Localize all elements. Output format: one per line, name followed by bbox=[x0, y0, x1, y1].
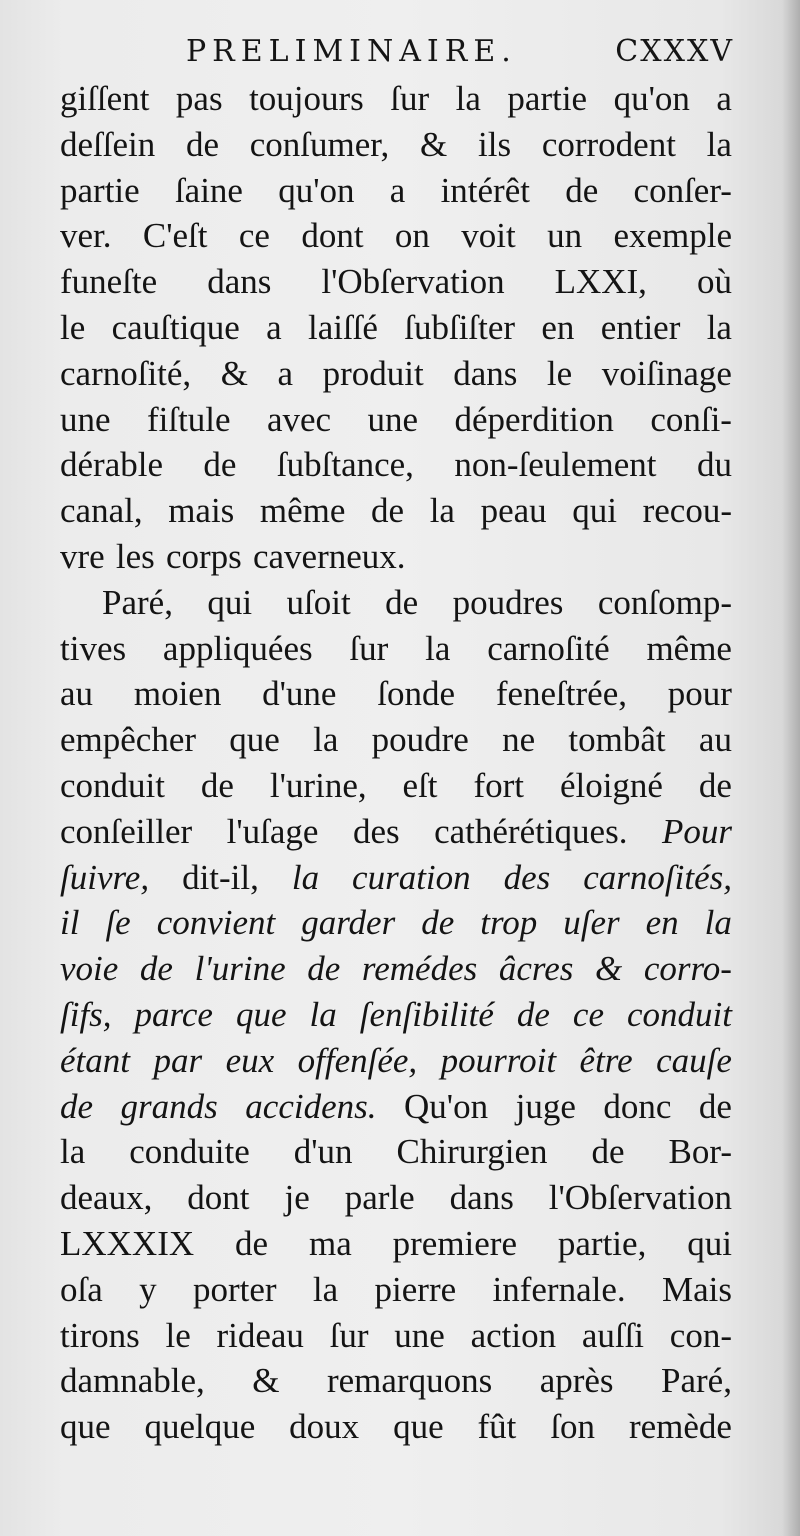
word: carnoſités, bbox=[583, 857, 732, 897]
word: toujours bbox=[249, 79, 364, 118]
word: & bbox=[420, 124, 448, 164]
word: au bbox=[698, 720, 732, 760]
word: feneſtrée, bbox=[495, 674, 627, 714]
word: moien bbox=[133, 674, 222, 714]
word: de bbox=[60, 1086, 94, 1126]
word: tives bbox=[60, 628, 127, 668]
word: un bbox=[547, 216, 583, 256]
word: partie bbox=[507, 79, 588, 118]
word: de bbox=[698, 765, 732, 805]
word: pourroit bbox=[440, 1040, 557, 1080]
word: que bbox=[229, 720, 280, 760]
text-line bbox=[60, 1129, 732, 1175]
word: conduit bbox=[60, 765, 165, 805]
word: le bbox=[60, 307, 86, 347]
text-line bbox=[60, 855, 732, 901]
word: qu'on bbox=[278, 170, 355, 210]
text-line bbox=[60, 168, 732, 214]
word: que bbox=[60, 1407, 111, 1447]
text-line bbox=[60, 809, 732, 855]
word: parle bbox=[344, 1178, 415, 1218]
word: l'Obſervation bbox=[548, 1178, 732, 1218]
word: ſubſiſter bbox=[404, 307, 516, 347]
text-line bbox=[60, 1313, 732, 1359]
word: l'urine bbox=[194, 949, 286, 989]
running-title: PRELIMINAIRE. bbox=[186, 34, 517, 69]
word: l'urine, bbox=[269, 765, 367, 805]
word: dont bbox=[301, 216, 364, 256]
word: dans bbox=[449, 1178, 514, 1218]
word: poudre bbox=[371, 720, 469, 760]
word: & bbox=[252, 1361, 280, 1401]
word: ne bbox=[502, 720, 536, 760]
word: ſuivre, bbox=[60, 857, 150, 897]
word: Pour bbox=[661, 811, 732, 851]
word: tombât bbox=[568, 720, 666, 760]
text-line bbox=[60, 213, 732, 259]
word: intérêt bbox=[440, 170, 530, 210]
word: de bbox=[421, 903, 455, 943]
word: y bbox=[139, 1269, 157, 1309]
word: en bbox=[645, 903, 679, 943]
word: une bbox=[367, 399, 419, 439]
word: avec bbox=[266, 399, 332, 439]
word: offenſée, bbox=[297, 1040, 418, 1080]
word: partie, bbox=[557, 1223, 647, 1263]
word: de bbox=[139, 949, 173, 989]
text-line bbox=[60, 1038, 732, 1084]
word: ſur bbox=[390, 79, 430, 118]
word: où bbox=[696, 262, 732, 302]
word: qui bbox=[207, 582, 253, 622]
text-line bbox=[60, 122, 732, 168]
word: ſonde bbox=[377, 674, 456, 714]
word: ver. bbox=[60, 216, 112, 256]
word: la bbox=[704, 903, 732, 943]
word: exemple bbox=[613, 216, 732, 256]
word: corrodent bbox=[541, 124, 676, 164]
word: des bbox=[503, 857, 551, 897]
word: la bbox=[312, 1269, 339, 1309]
word: ils bbox=[478, 124, 512, 164]
word: on bbox=[394, 216, 430, 256]
word: une bbox=[394, 1315, 445, 1355]
word: remédes bbox=[361, 949, 478, 989]
word: damnable, bbox=[60, 1361, 205, 1401]
word: a bbox=[389, 170, 406, 210]
word: & bbox=[220, 353, 248, 393]
word: ma bbox=[308, 1223, 352, 1263]
word: en bbox=[541, 307, 575, 347]
word: le bbox=[165, 1315, 191, 1355]
word: Mais bbox=[662, 1269, 732, 1309]
word: même bbox=[259, 491, 346, 531]
word: uſer bbox=[563, 903, 620, 943]
word: la bbox=[60, 1132, 86, 1172]
word: caverneux. bbox=[252, 536, 406, 576]
text-line bbox=[60, 1175, 732, 1221]
text-line bbox=[60, 763, 732, 809]
word: déperdition bbox=[454, 399, 614, 439]
word: parce bbox=[134, 994, 213, 1034]
word: premiere bbox=[392, 1223, 517, 1263]
word: eſt bbox=[402, 765, 438, 805]
body-text bbox=[60, 76, 732, 1450]
word: empêcher bbox=[60, 720, 197, 760]
word: du bbox=[696, 445, 732, 485]
word: corro- bbox=[643, 949, 732, 989]
word: conſer- bbox=[633, 170, 732, 210]
word: cauſtique bbox=[111, 307, 240, 347]
word: entier bbox=[600, 307, 681, 347]
word: que bbox=[393, 1407, 444, 1447]
word: ſur bbox=[329, 1315, 369, 1355]
word: ſon bbox=[550, 1407, 596, 1447]
text-line bbox=[60, 534, 732, 580]
word: pierre bbox=[374, 1269, 457, 1309]
word: carnoſité, bbox=[60, 353, 192, 393]
word: tirons bbox=[60, 1315, 140, 1355]
word: ſaine bbox=[174, 170, 243, 210]
word: a bbox=[716, 79, 732, 118]
word: doux bbox=[289, 1407, 360, 1447]
word: je bbox=[284, 1178, 310, 1218]
text-line bbox=[60, 626, 732, 672]
word: garder bbox=[301, 903, 396, 943]
word: dans bbox=[453, 353, 518, 393]
word: après bbox=[539, 1361, 614, 1401]
word: Chirurgien bbox=[396, 1132, 548, 1172]
word: deſſein bbox=[60, 124, 156, 164]
text-line bbox=[60, 946, 732, 992]
word: conduit bbox=[627, 994, 732, 1034]
text-line bbox=[60, 1221, 732, 1267]
word: être bbox=[579, 1040, 633, 1080]
word: deaux, bbox=[60, 1178, 153, 1218]
word: fût bbox=[477, 1407, 517, 1447]
word: accidens. bbox=[245, 1086, 377, 1126]
word: Bor- bbox=[668, 1132, 732, 1172]
word: Paré, bbox=[102, 582, 173, 622]
word: partie bbox=[60, 170, 140, 210]
word: de bbox=[235, 1223, 269, 1263]
word: il bbox=[60, 903, 80, 943]
word: convient bbox=[156, 903, 276, 943]
word: éloigné bbox=[559, 765, 663, 805]
text-line bbox=[60, 992, 732, 1038]
word: de bbox=[307, 949, 341, 989]
word: la bbox=[291, 857, 320, 897]
word: de bbox=[200, 765, 234, 805]
word: cathérétiques. bbox=[434, 811, 628, 851]
word: peau bbox=[480, 491, 547, 531]
word: de bbox=[698, 1086, 732, 1126]
word: remarquons bbox=[326, 1361, 493, 1401]
word: Paré, bbox=[661, 1361, 732, 1401]
word: la bbox=[309, 994, 337, 1034]
word: giſſent bbox=[60, 79, 150, 118]
word: de bbox=[203, 445, 237, 485]
word: ſubſtance, bbox=[276, 445, 414, 485]
word: pour bbox=[667, 674, 732, 714]
word: conſomp- bbox=[597, 582, 732, 622]
word: porter bbox=[192, 1269, 277, 1309]
word: une bbox=[60, 399, 111, 439]
word: dont bbox=[187, 1178, 250, 1218]
word: infernale. bbox=[492, 1269, 626, 1309]
word: la bbox=[429, 491, 455, 531]
word: la bbox=[455, 79, 481, 118]
word: produit bbox=[322, 353, 424, 393]
word: de bbox=[516, 994, 550, 1034]
word: la bbox=[706, 307, 732, 347]
text-line bbox=[60, 442, 732, 488]
word: vre bbox=[60, 536, 105, 576]
word: canal, bbox=[60, 491, 143, 531]
word: de bbox=[371, 491, 405, 531]
word: conduite bbox=[129, 1132, 250, 1172]
word: laiſſé bbox=[307, 307, 378, 347]
word: par bbox=[153, 1040, 203, 1080]
text-line bbox=[60, 259, 732, 305]
word: recou- bbox=[642, 491, 732, 531]
text-line bbox=[60, 76, 732, 122]
word: action bbox=[470, 1315, 557, 1355]
word: dérable bbox=[60, 445, 163, 485]
word: des bbox=[352, 811, 400, 851]
word: conſumer, bbox=[249, 124, 390, 164]
word: fiſtule bbox=[146, 399, 231, 439]
text-line bbox=[60, 717, 732, 763]
page-edge-shadow bbox=[782, 0, 800, 1536]
word: étant bbox=[60, 1040, 130, 1080]
word: grands bbox=[120, 1086, 218, 1126]
word: la bbox=[313, 720, 339, 760]
word: uſoit bbox=[286, 582, 351, 622]
text-line bbox=[60, 1084, 732, 1130]
word: qui bbox=[572, 491, 617, 531]
word: dit-il, bbox=[182, 857, 259, 897]
word: les bbox=[115, 536, 155, 576]
text-line bbox=[60, 1267, 732, 1313]
word: de bbox=[185, 124, 220, 164]
word: oſa bbox=[60, 1269, 103, 1309]
word: mais bbox=[168, 491, 235, 531]
word: ſur bbox=[349, 628, 389, 668]
word: non-ſeulement bbox=[454, 445, 657, 485]
word: appliquées bbox=[162, 628, 313, 668]
text-line bbox=[60, 351, 732, 397]
word: a bbox=[266, 307, 282, 347]
word: voiſinage bbox=[601, 353, 732, 393]
word: l'Obſervation bbox=[321, 262, 505, 302]
word: même bbox=[646, 628, 732, 668]
text-line bbox=[60, 900, 732, 946]
word: remède bbox=[628, 1407, 732, 1447]
word: curation bbox=[352, 857, 471, 897]
text-line bbox=[60, 671, 732, 717]
text-line bbox=[60, 1404, 732, 1450]
word: conſi- bbox=[650, 399, 732, 439]
word: de bbox=[565, 170, 599, 210]
text-line bbox=[60, 580, 732, 626]
word: le bbox=[546, 353, 573, 393]
word: âcres bbox=[498, 949, 574, 989]
word: qui bbox=[687, 1223, 732, 1263]
word: ce bbox=[572, 994, 604, 1034]
word: de bbox=[385, 582, 419, 622]
word: poudres bbox=[452, 582, 564, 622]
word: d'un bbox=[293, 1132, 353, 1172]
word: juge bbox=[515, 1086, 576, 1126]
text-line bbox=[60, 305, 732, 351]
word: ſe bbox=[105, 903, 131, 943]
word: LXXXIX bbox=[60, 1223, 195, 1263]
word: fort bbox=[473, 765, 525, 805]
word: eux bbox=[225, 1040, 275, 1080]
word: LXXI, bbox=[554, 262, 647, 302]
word: au bbox=[60, 674, 94, 714]
word: voit bbox=[461, 216, 516, 256]
text-line bbox=[60, 488, 732, 534]
word: que bbox=[235, 994, 287, 1034]
page-header bbox=[186, 34, 734, 80]
word: rideau bbox=[216, 1315, 304, 1355]
word: funeſte bbox=[60, 262, 158, 302]
word: donc bbox=[603, 1086, 672, 1126]
word: conſeiller bbox=[60, 811, 193, 851]
word: & bbox=[594, 949, 623, 989]
word: d'une bbox=[262, 674, 337, 714]
word: de bbox=[591, 1132, 625, 1172]
word: ſenſibilité bbox=[359, 994, 494, 1034]
word: trop bbox=[480, 903, 538, 943]
word: qu'on bbox=[613, 79, 690, 118]
word: la bbox=[706, 124, 732, 164]
word: con- bbox=[669, 1315, 732, 1355]
word: a bbox=[277, 353, 294, 393]
word: C'eſt bbox=[142, 216, 208, 256]
word: la bbox=[425, 628, 451, 668]
page-number: CXXXV bbox=[615, 34, 734, 69]
word: ſifs, bbox=[60, 994, 112, 1034]
word: quelque bbox=[144, 1407, 256, 1447]
word: Qu'on bbox=[404, 1086, 489, 1126]
word: corps bbox=[165, 536, 242, 576]
word: auſſi bbox=[581, 1315, 645, 1355]
word: pas bbox=[175, 79, 223, 118]
word: l'uſage bbox=[226, 811, 319, 851]
text-line bbox=[60, 1358, 732, 1404]
word: dans bbox=[207, 262, 272, 302]
text-line bbox=[60, 397, 732, 443]
word: voie bbox=[60, 949, 119, 989]
word: cauſe bbox=[656, 1040, 732, 1080]
word: carnoſité bbox=[487, 628, 610, 668]
word: ce bbox=[238, 216, 270, 256]
